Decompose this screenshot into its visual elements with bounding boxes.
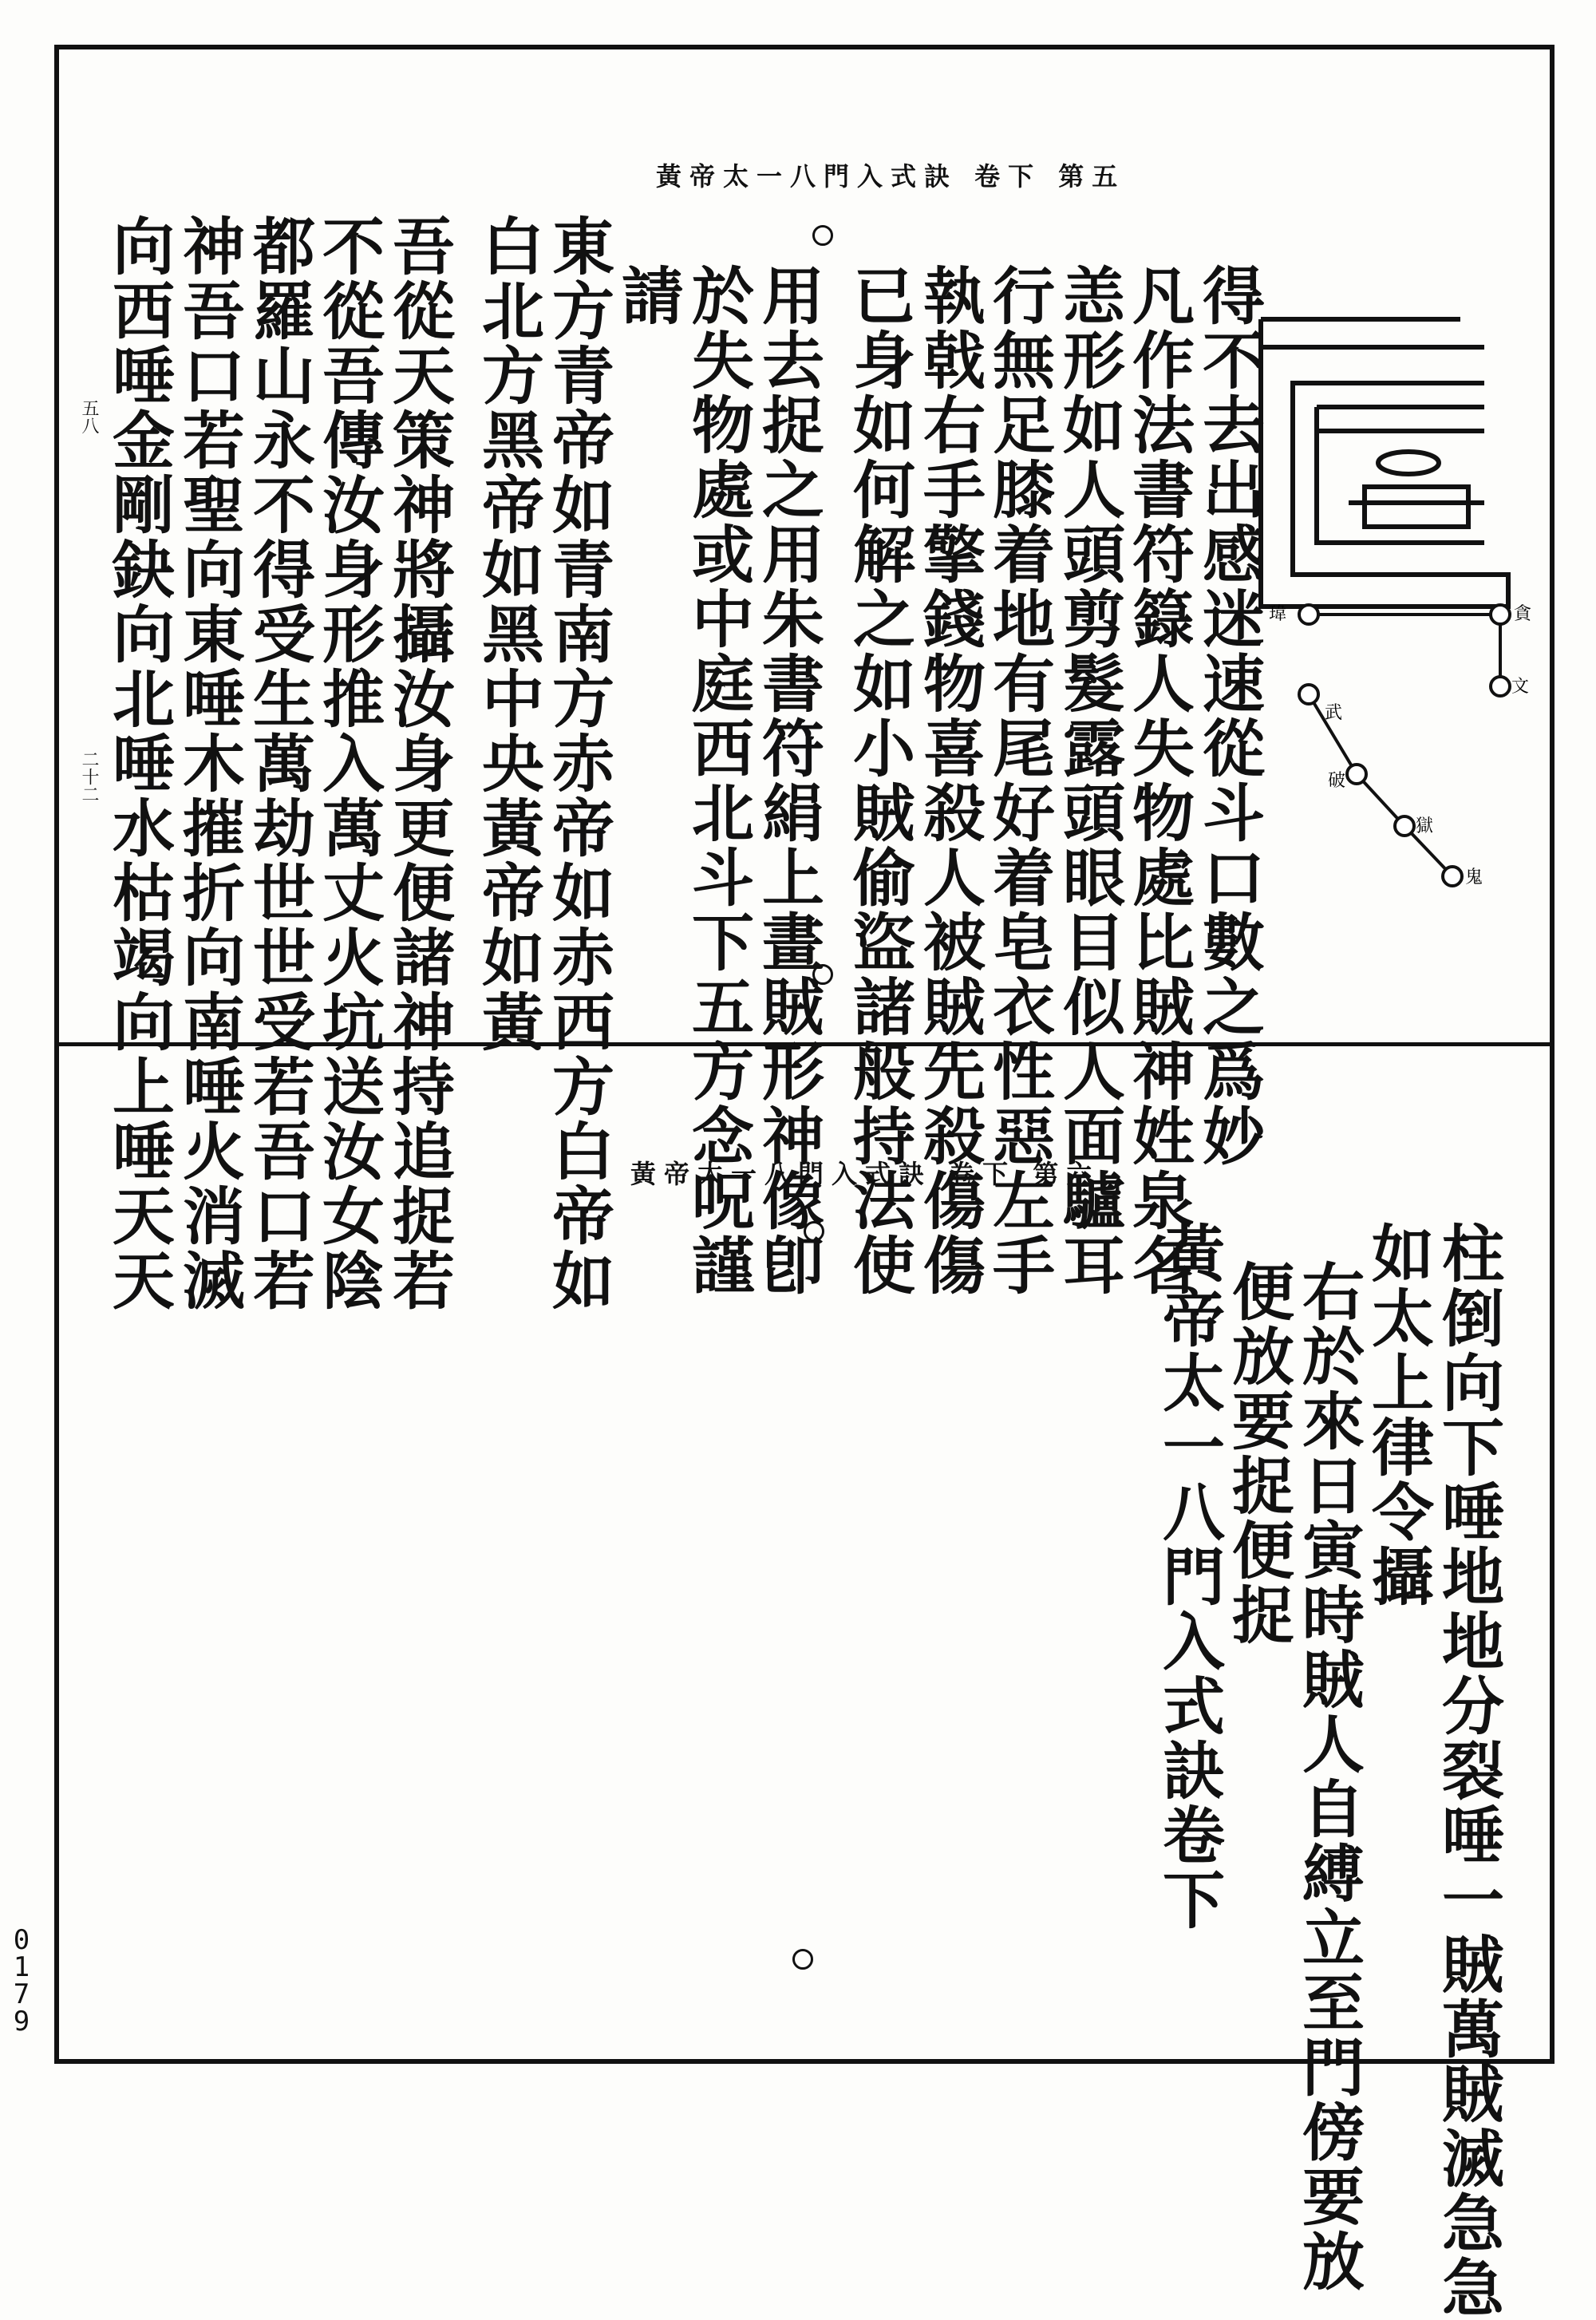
margin-page-number: 0 1 7 9 <box>13 1924 30 2037</box>
talisman-label: 獄 <box>1416 816 1434 836</box>
talisman-label: 破 <box>1328 771 1346 791</box>
binding-hole <box>792 1949 813 1970</box>
text-column: 右於來日寅時賊人自縛立至門傍要放 <box>1292 1259 1365 2294</box>
talisman-label: 鬼 <box>1465 868 1483 887</box>
text-column: 請 <box>611 263 684 328</box>
binding-hole <box>812 225 833 246</box>
text-column: 便放要捉便捉 <box>1222 1259 1294 1647</box>
text-column: 已身如何解之如小賊偷盜諸般持法使 <box>843 263 915 1298</box>
text-column: 恙形如人頭剪髮露頭眼目似人面驢耳 <box>1053 263 1125 1298</box>
text-column: 東方青帝如青南方赤帝如赤西方白帝如 <box>542 214 614 1313</box>
text-column: 用去捉之用朱書符絹上畫賊形神像卽 <box>752 263 824 1298</box>
talisman-label: 貪 <box>1514 604 1532 624</box>
talisman-figure <box>1245 303 1532 926</box>
text-column: 黃帝太一八門入式訣卷下 <box>1152 1221 1225 1932</box>
lower-header: 黃帝太一八門入式訣 卷下 第六 <box>630 1159 1100 1189</box>
text-column: 柱倒向下唾地地分裂唾一賊萬賊滅急急 <box>1432 1221 1504 2320</box>
text-column: 執戟右手擎錢物喜殺人被賊先殺傷傷 <box>913 263 986 1298</box>
talisman-label: 文 <box>1511 677 1530 697</box>
text-column: 行無足膝着地有尾好着皂衣性惡左手 <box>982 263 1055 1298</box>
talisman-label: 瑋 <box>1269 604 1287 624</box>
text-column: 向西唾金剛鈌向北唾水枯竭向上唾天天 <box>102 214 175 1313</box>
text-column: 不從吾傳汝身形推入萬丈火坑送汝女陰 <box>312 214 385 1313</box>
upper-header: 黃帝太一八門入式訣 卷下 第五 <box>656 161 1126 192</box>
text-column: 如太上律令攝 <box>1361 1221 1434 1609</box>
margin-note: 二十二 <box>79 750 99 803</box>
binding-hole <box>804 1221 824 1242</box>
text-column: 凡作法書符籙人失物處比賊神姓泉名 <box>1122 263 1195 1298</box>
text-column: 於失物處或中庭西北斗下五方念呪謹 <box>681 263 754 1298</box>
talisman-label: 武 <box>1325 703 1343 723</box>
text-column: 神吾口若聖向東唾木摧折向南唾火消滅 <box>172 214 245 1313</box>
text-column: 都羅山永不得受生萬劫世世受若吾口若 <box>243 214 315 1313</box>
text-column: 吾從天策神將攝汝身更便諸神持追捉若 <box>382 214 455 1313</box>
text-column: 得不去出感迷速從斗口數之爲妙 <box>1192 263 1265 1168</box>
margin-note: 五八 <box>79 399 99 434</box>
text-column: 白北方黑帝如黑中央黃帝如黃 <box>472 214 544 1054</box>
